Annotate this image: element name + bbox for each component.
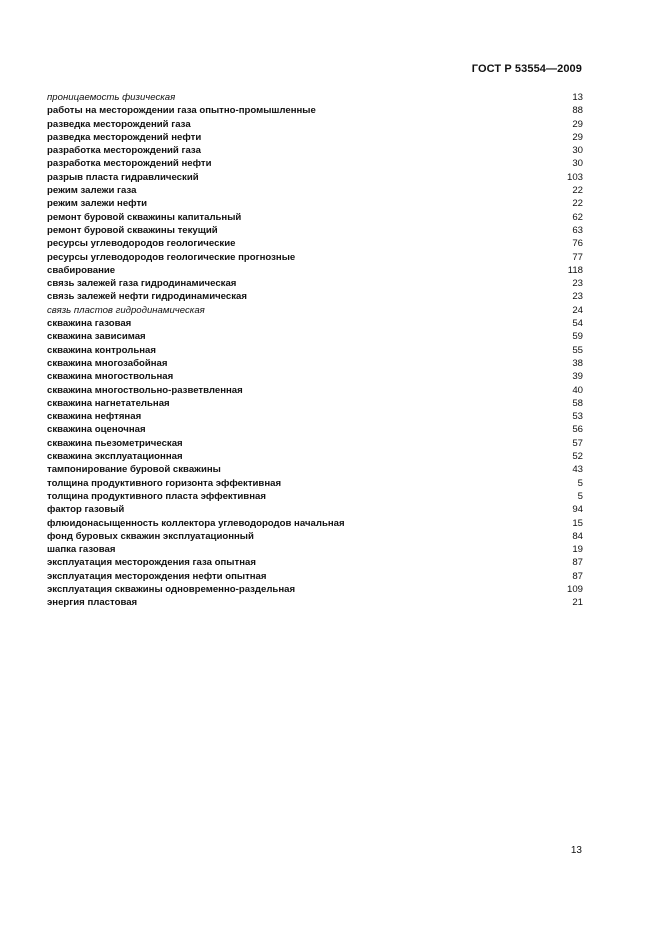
index-term: толщина продуктивного пласта эффективная — [47, 490, 266, 502]
index-term: флюидонасыщенность коллектора углеводородов начальная — [47, 517, 345, 529]
index-entry — [47, 357, 583, 370]
index-term: толщина продуктивного горизонта эффективная — [47, 477, 282, 489]
index-term: фактор газовый — [47, 504, 125, 516]
index-page-ref: 5 — [577, 490, 583, 502]
page-number: 13 — [570, 845, 582, 856]
index-page-ref: 53 — [572, 411, 583, 423]
index-entry — [47, 397, 583, 410]
index-page-ref: 87 — [572, 557, 583, 569]
index-term: скважина многоствольная — [47, 371, 174, 383]
index-term: скважина газовая — [47, 318, 132, 330]
index-term: проницаемость физическая — [47, 92, 176, 103]
index-page-ref: 40 — [572, 384, 583, 396]
index-entry — [47, 144, 583, 157]
index-term: ресурсы углеводородов геологические прогнозные — [47, 251, 296, 263]
index-page-ref: 84 — [572, 530, 583, 542]
index-entry — [47, 304, 583, 317]
index-entry — [47, 596, 583, 609]
index-page-ref: 88 — [572, 105, 583, 117]
index-term: ремонт буровой скважины капитальный — [47, 211, 242, 223]
index-term: фонд буровых скважин эксплуатационный — [47, 530, 254, 542]
index-page-ref: 58 — [572, 397, 583, 409]
index-entry — [47, 437, 583, 450]
index-page-ref: 56 — [572, 424, 583, 436]
index-entry — [47, 184, 583, 197]
index-term: связь залежей газа гидродинамическая — [47, 278, 237, 290]
index-entry — [47, 330, 583, 343]
alphabetical-index — [47, 91, 583, 610]
index-entry — [47, 530, 583, 543]
index-term: разведка месторождений газа — [47, 118, 191, 130]
index-page-ref: 109 — [566, 583, 583, 595]
index-entry — [47, 344, 583, 357]
index-page-ref: 62 — [572, 211, 583, 223]
index-entry — [47, 290, 583, 303]
index-entry — [47, 556, 583, 569]
index-entry — [47, 211, 583, 224]
standard-designation: ГОСТ Р 53554—2009 — [471, 63, 582, 75]
index-term: свабирование — [47, 264, 116, 276]
index-entry — [47, 463, 583, 476]
index-term: разработка месторождений нефти — [47, 158, 212, 170]
index-term: эксплуатация месторождения газа опытная — [47, 557, 256, 569]
index-term: ремонт буровой скважины текущий — [47, 224, 218, 236]
index-entry — [47, 450, 583, 463]
index-entry — [47, 583, 583, 596]
index-term: режим залежи газа — [47, 185, 137, 197]
index-term: скважина нефтяная — [47, 411, 142, 423]
index-term: скважина многоствольно-разветвленная — [47, 384, 243, 396]
index-term: скважина нагнетательная — [47, 397, 170, 409]
index-term: тампонирование буровой скважины — [47, 464, 221, 476]
index-page-ref: 57 — [572, 437, 583, 449]
index-page-ref: 77 — [572, 251, 583, 263]
index-page-ref: 52 — [572, 451, 583, 463]
index-entry — [47, 490, 583, 503]
index-page-ref: 118 — [567, 264, 583, 276]
index-page-ref: 30 — [572, 145, 583, 157]
index-page-ref: 13 — [572, 92, 583, 103]
index-term: эксплуатация скважины одновременно-раздельная — [47, 583, 296, 595]
index-entry — [47, 423, 583, 436]
index-page-ref: 43 — [572, 464, 583, 476]
index-page-ref: 23 — [572, 291, 583, 303]
index-entry — [47, 384, 583, 397]
index-entry — [47, 197, 583, 210]
index-term: скважина контрольная — [47, 344, 156, 356]
index-entry — [47, 477, 583, 490]
index-term: эксплуатация месторождения нефти опытная — [47, 570, 267, 582]
index-term: скважина пьезометрическая — [47, 437, 183, 449]
index-term: скважина эксплуатационная — [47, 451, 183, 463]
index-entry — [47, 237, 583, 250]
index-page-ref: 23 — [572, 278, 583, 290]
index-page-ref: 59 — [572, 331, 583, 343]
index-entry — [47, 410, 583, 423]
index-entry — [47, 264, 583, 277]
index-page-ref: 21 — [572, 597, 583, 609]
index-term: работы на месторождении газа опытно-промышленные — [47, 105, 316, 117]
index-term: энергия пластовая — [47, 597, 138, 609]
index-entry — [47, 277, 583, 290]
index-entry — [47, 317, 583, 330]
index-entry — [47, 370, 583, 383]
index-entry — [47, 251, 583, 264]
index-term: шапка газовая — [47, 544, 116, 556]
index-term: режим залежи нефти — [47, 198, 148, 210]
index-page-ref: 55 — [572, 344, 583, 356]
index-page-ref: 38 — [572, 357, 583, 369]
index-page-ref: 30 — [572, 158, 583, 170]
index-entry — [47, 104, 583, 117]
index-page-ref: 54 — [572, 318, 583, 330]
index-page-ref: 22 — [572, 185, 583, 197]
index-term: разработка месторождений газа — [47, 145, 201, 157]
index-term: ресурсы углеводородов геологические — [47, 238, 236, 250]
index-page-ref: 15 — [572, 517, 583, 529]
index-page-ref: 63 — [572, 224, 583, 236]
index-entry — [47, 224, 583, 237]
index-entry — [47, 503, 583, 516]
index-page-ref: 24 — [572, 304, 583, 316]
index-page-ref: 29 — [572, 118, 583, 130]
index-page-ref: 76 — [572, 238, 583, 250]
index-page-ref: 22 — [572, 198, 583, 210]
index-entry — [47, 517, 583, 530]
index-term: связь залежей нефти гидродинамическая — [47, 291, 247, 303]
index-term: скважина оценочная — [47, 424, 146, 436]
index-entry — [47, 171, 583, 184]
index-entry — [47, 91, 583, 104]
index-page-ref: 29 — [572, 131, 583, 143]
index-entry — [47, 543, 583, 556]
index-page-ref: 87 — [572, 570, 583, 582]
index-page-ref: 39 — [572, 371, 583, 383]
index-term: скважина зависимая — [47, 331, 146, 343]
index-term: связь пластов гидродинамическая — [47, 304, 205, 316]
index-entry — [47, 570, 583, 583]
index-entry — [47, 118, 583, 131]
index-term: разведка месторождений нефти — [47, 131, 202, 143]
index-term: разрыв пласта гидравлический — [47, 171, 199, 183]
index-page-ref: 94 — [572, 504, 583, 516]
index-page-ref: 5 — [577, 477, 583, 489]
index-term: скважина многозабойная — [47, 357, 168, 369]
index-page-ref: 19 — [572, 544, 583, 556]
index-entry — [47, 157, 583, 170]
index-page-ref: 103 — [566, 171, 583, 183]
index-entry — [47, 131, 583, 144]
